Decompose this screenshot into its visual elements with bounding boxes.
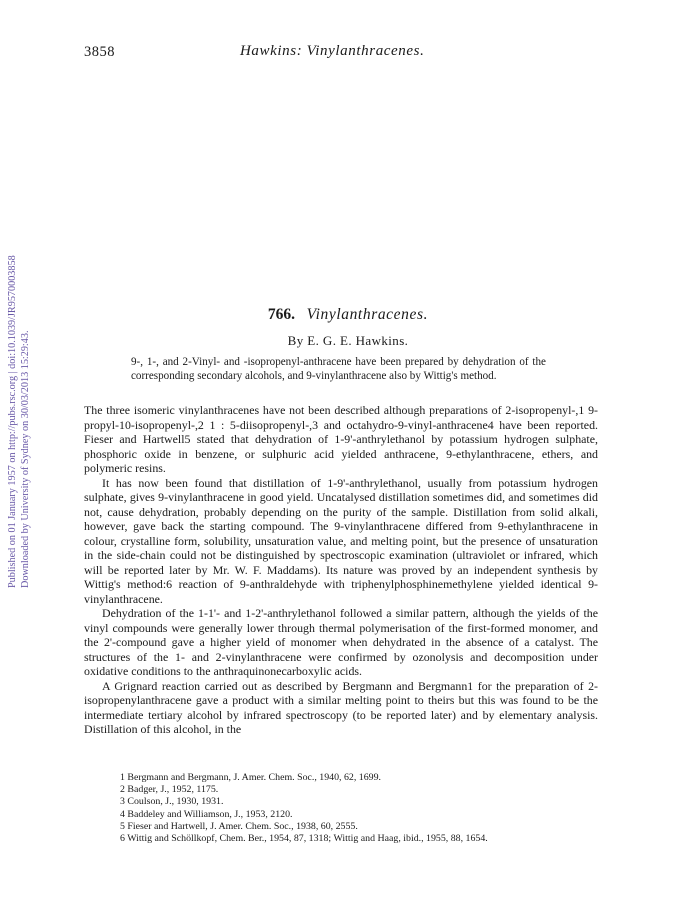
article-number: 766. xyxy=(267,306,296,323)
article-title: Vinylanthracenes. xyxy=(306,306,429,323)
running-head: Hawkins: Vinylanthracenes. xyxy=(240,43,425,59)
footnote: 1 Bergmann and Bergmann, J. Amer. Chem. Soc., 1940, 62, 1699. xyxy=(120,772,382,783)
paragraph: It has now been found that distillation of 1-9'-anthrylethanol, usually from potassium hydrogen sulphate, gives 9-vinylanthracene in good yield. Uncatalysed distillation sometimes did, and sometimes did not, cause dehydration, probably depending on the purity of the sample. Distillation from solid alkali, however, gave back the starting compound. The 9-vinylanthracene differed from 9-ethylanthracene in colour, crystalline form, solubility, unsaturation value, and melting point, but the presence of unsaturation in the side-chain could not be distinguished by spectroscopic examination (ultraviolet or infrared, which will be reported later by Mr. W. F. Maddams). Its nature was proved by an independent synthesis by Wittig's method:6 reaction of 9-anthraldehyde with triphenylphosphinemethylene yielded identical 9-vinylanthracene. xyxy=(84,475,598,606)
byline: By E. G. E. Hawkins. xyxy=(287,333,409,348)
footnotes xyxy=(120,772,598,845)
footnote: 4 Baddeley and Williamson, J., 1953, 2120. xyxy=(120,808,293,820)
download-notice-line[interactable]: Published on 01 January 1957 on http://pubs.rsc.org | doi:10.1039/JR9570003858 xyxy=(7,255,18,588)
footnote: 6 Wittig and Schöllkopf, Chem. Ber., 1954, 87, 1318; Wittig and Haag, ibid., 1955, 88, 1654. xyxy=(120,833,488,845)
abstract: 9-, 1-, and 2-Vinyl- and -isopropenyl-anthracene have been prepared by dehydration of the corresponding secondary alcohols, and 9-vinylanthracene also by Wittig's method. xyxy=(131,356,546,382)
body-text xyxy=(84,403,598,737)
paragraph: Dehydration of the 1-1'- and 1-2'-anthrylethanol followed a similar pattern, although the yields of the vinyl compounds were generally lower through thermal polymerisation of the first-formed monomer, and the 2'-compound gave a higher yield of monomer when dehydrated in the absence of a catalyst. The structures of the 1- and 2-vinylanthracene were confirmed by ozonolysis and decomposition under oxidative conditions to the anthraquinonecarboxylic acids. xyxy=(84,606,598,678)
download-notice-line: Downloaded by University of Sydney on 30/03/2013 15:29:43. xyxy=(20,330,31,588)
paragraph: A Grignard reaction carried out as described by Bergmann and Bergmann1 for the preparation of 2-isopropenylanthracene gave a product with a similar melting point to theirs but this was found to be the intermediate tertiary alcohol by infrared spectroscopy (to be reported later) and by elementary analysis. Distillation of this alcohol, in the xyxy=(84,678,598,736)
paragraph: The three isomeric vinylanthracenes have not been described although preparations of 2-isopropenyl-,1 9-propyl-10-isopropenyl-,2 1 : 5-diisopropenyl-,3 and octahydro-9-vinyl-anthracene4 have been reported. Fieser and Hartwell5 stated that dehydration of 1-9'-anthrylethanol by potassium hydrogen sulphate, phosphoric oxide in benzene, or sulphuric acid yielded anthracene, 9-ethylanthracene, ethers, and polymeric resins. xyxy=(84,403,598,475)
download-notice xyxy=(6,168,36,588)
page-number: 3858 xyxy=(84,44,115,60)
footnote: 5 Fieser and Hartwell, J. Amer. Chem. Soc., 1938, 60, 2555. xyxy=(120,820,358,832)
article-title-block xyxy=(0,306,696,324)
footnote: 2 Badger, J., 1952, 1175. xyxy=(120,784,219,796)
footnote: 3 Coulson, J., 1930, 1931. xyxy=(120,796,224,808)
